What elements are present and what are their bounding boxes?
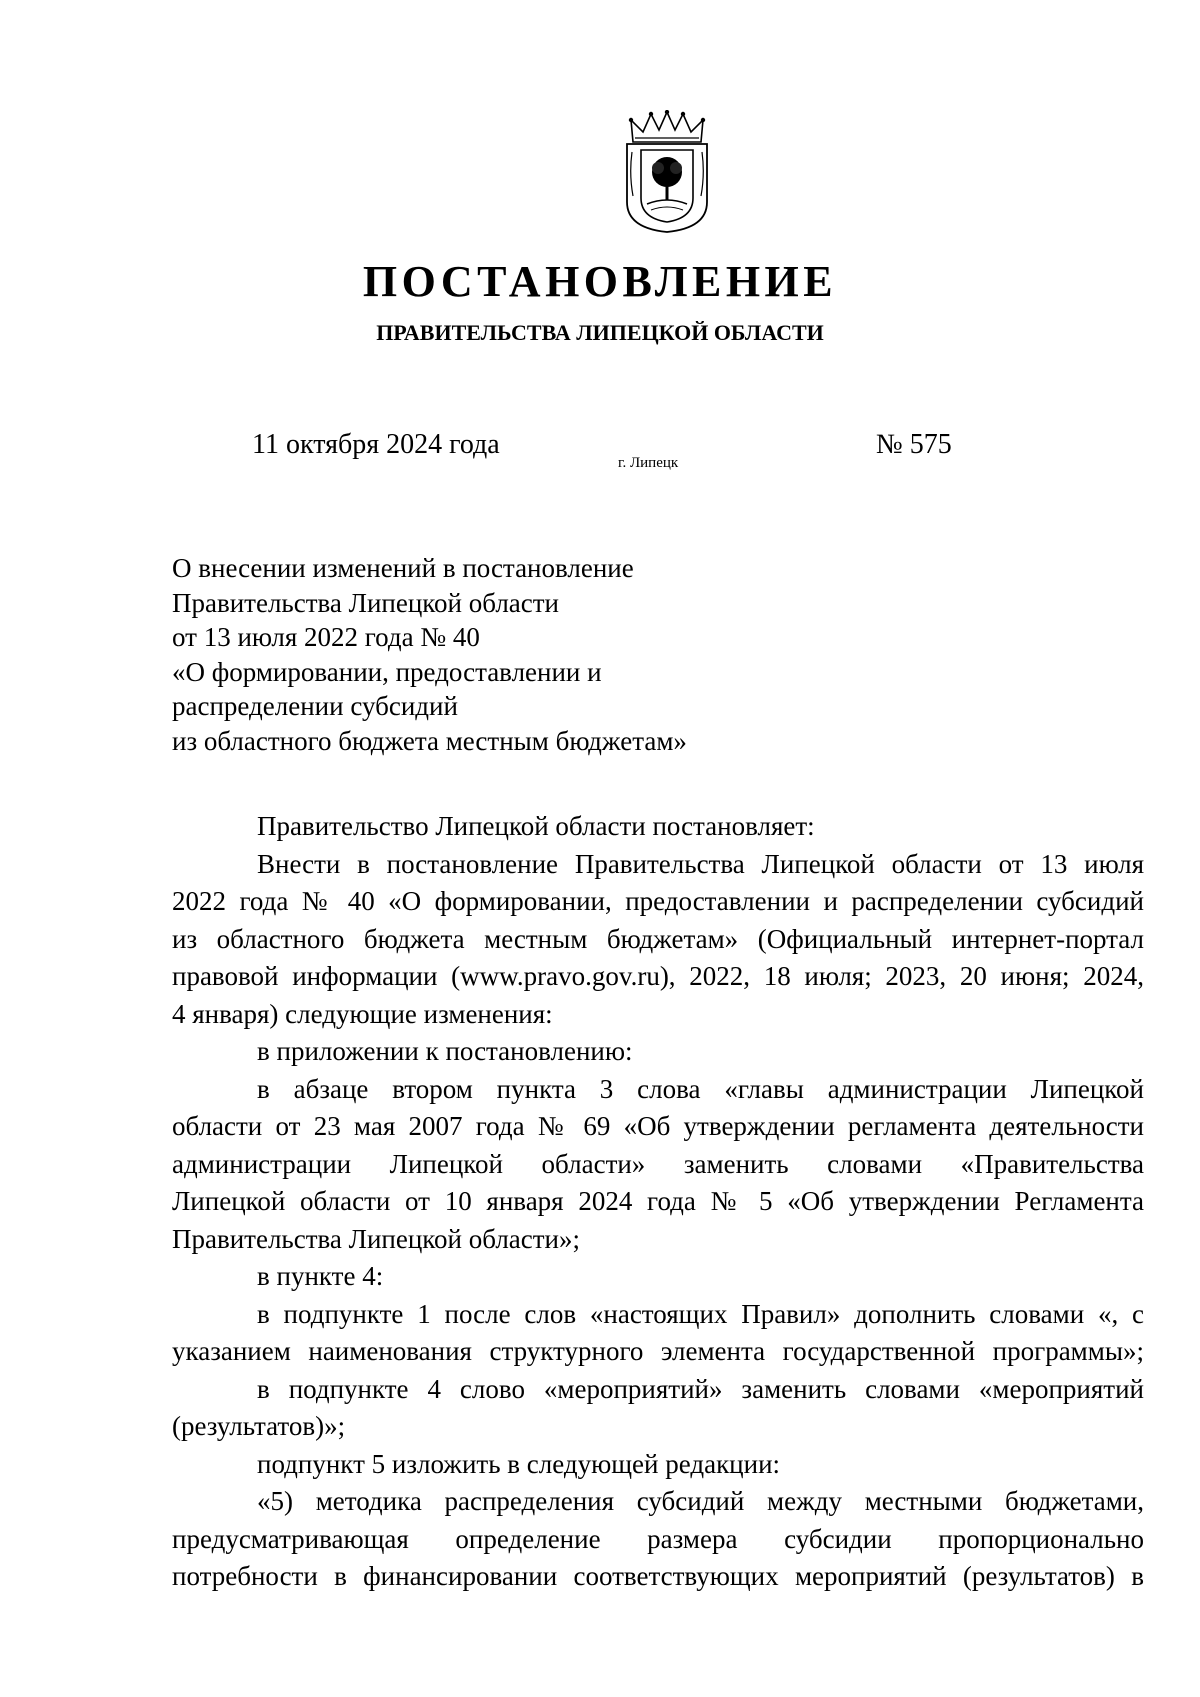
body-line: в подпункте 4 слово «мероприятий» заменить словами «мероприятий bbox=[257, 1373, 1144, 1404]
body-line: Внести в постановление Правительства Липецкой области от 13 июля bbox=[257, 848, 1144, 879]
body-line: Липецкой области от 10 января 2024 года № 5 «Об утверждении Регламента bbox=[172, 1186, 1144, 1216]
body-line: из областного бюджета местным бюджетам» (Официальный интернет-портал bbox=[172, 923, 1144, 954]
heading-line: от 13 июля 2022 года № 40 bbox=[172, 622, 480, 652]
body-line: в подпункте 1 после слов «настоящих Правил» дополнить словами «, с bbox=[257, 1298, 1144, 1329]
body-line: правовой информации (www.pravo.gov.ru), 2022, 18 июля; 2023, 20 июня; 2024, bbox=[172, 961, 1144, 991]
document-title: ПОСТАНОВЛЕНИЕ bbox=[362, 257, 838, 306]
body-line: Правительства Липецкой области»; bbox=[172, 1223, 581, 1254]
heading-line: «О формировании, предоставлении и bbox=[172, 656, 602, 687]
document-heading bbox=[172, 551, 872, 758]
body-line: в приложении к постановлению: bbox=[257, 1036, 633, 1066]
heading-line: О внесении изменений в постановление bbox=[172, 553, 634, 583]
body-line: области от 23 мая 2007 года № 69 «Об утверждении регламента деятельности bbox=[172, 1111, 1144, 1141]
heading-line: Правительства Липецкой области bbox=[172, 587, 560, 618]
body-line: подпункт 5 изложить в следующей редакции: bbox=[257, 1448, 781, 1479]
body-line: указанием наименования структурного элемента государственной программы»; bbox=[172, 1336, 1144, 1366]
body-line: 4 января) следующие изменения: bbox=[172, 998, 553, 1029]
body-line: в пункте 4: bbox=[257, 1261, 384, 1291]
body-line: в абзаце втором пункта 3 слова «главы администрации Липецкой bbox=[257, 1073, 1144, 1104]
document-date: 11 октября 2024 года bbox=[252, 429, 500, 460]
document-number: № 575 bbox=[876, 429, 952, 460]
body-line: Правительство Липецкой области постановляет: bbox=[257, 811, 815, 841]
document-city: г. Липецк bbox=[618, 455, 679, 471]
body-line: 2022 года № 40 «О формировании, предоставлении и распределении субсидий bbox=[172, 886, 1144, 916]
heading-line: распределении субсидий bbox=[172, 691, 458, 721]
document-body bbox=[172, 808, 1144, 1596]
coat-of-arms-icon bbox=[623, 110, 711, 234]
body-line: «5) методика распределения субсидий между местными бюджетами, bbox=[257, 1486, 1144, 1516]
body-line: предусматривающая определение размера субсидии пропорционально bbox=[172, 1523, 1144, 1554]
body-line: администрации Липецкой области» заменить словами «Правительства bbox=[172, 1148, 1144, 1179]
heading-line: из областного бюджета местным бюджетам» bbox=[172, 725, 687, 756]
body-line: потребности в финансировании соответствующих мероприятий (результатов) в bbox=[172, 1561, 1144, 1591]
document-subtitle: ПРАВИТЕЛЬСТВА ЛИПЕЦКОЙ ОБЛАСТИ bbox=[376, 320, 824, 345]
body-line: (результатов)»; bbox=[172, 1411, 346, 1441]
